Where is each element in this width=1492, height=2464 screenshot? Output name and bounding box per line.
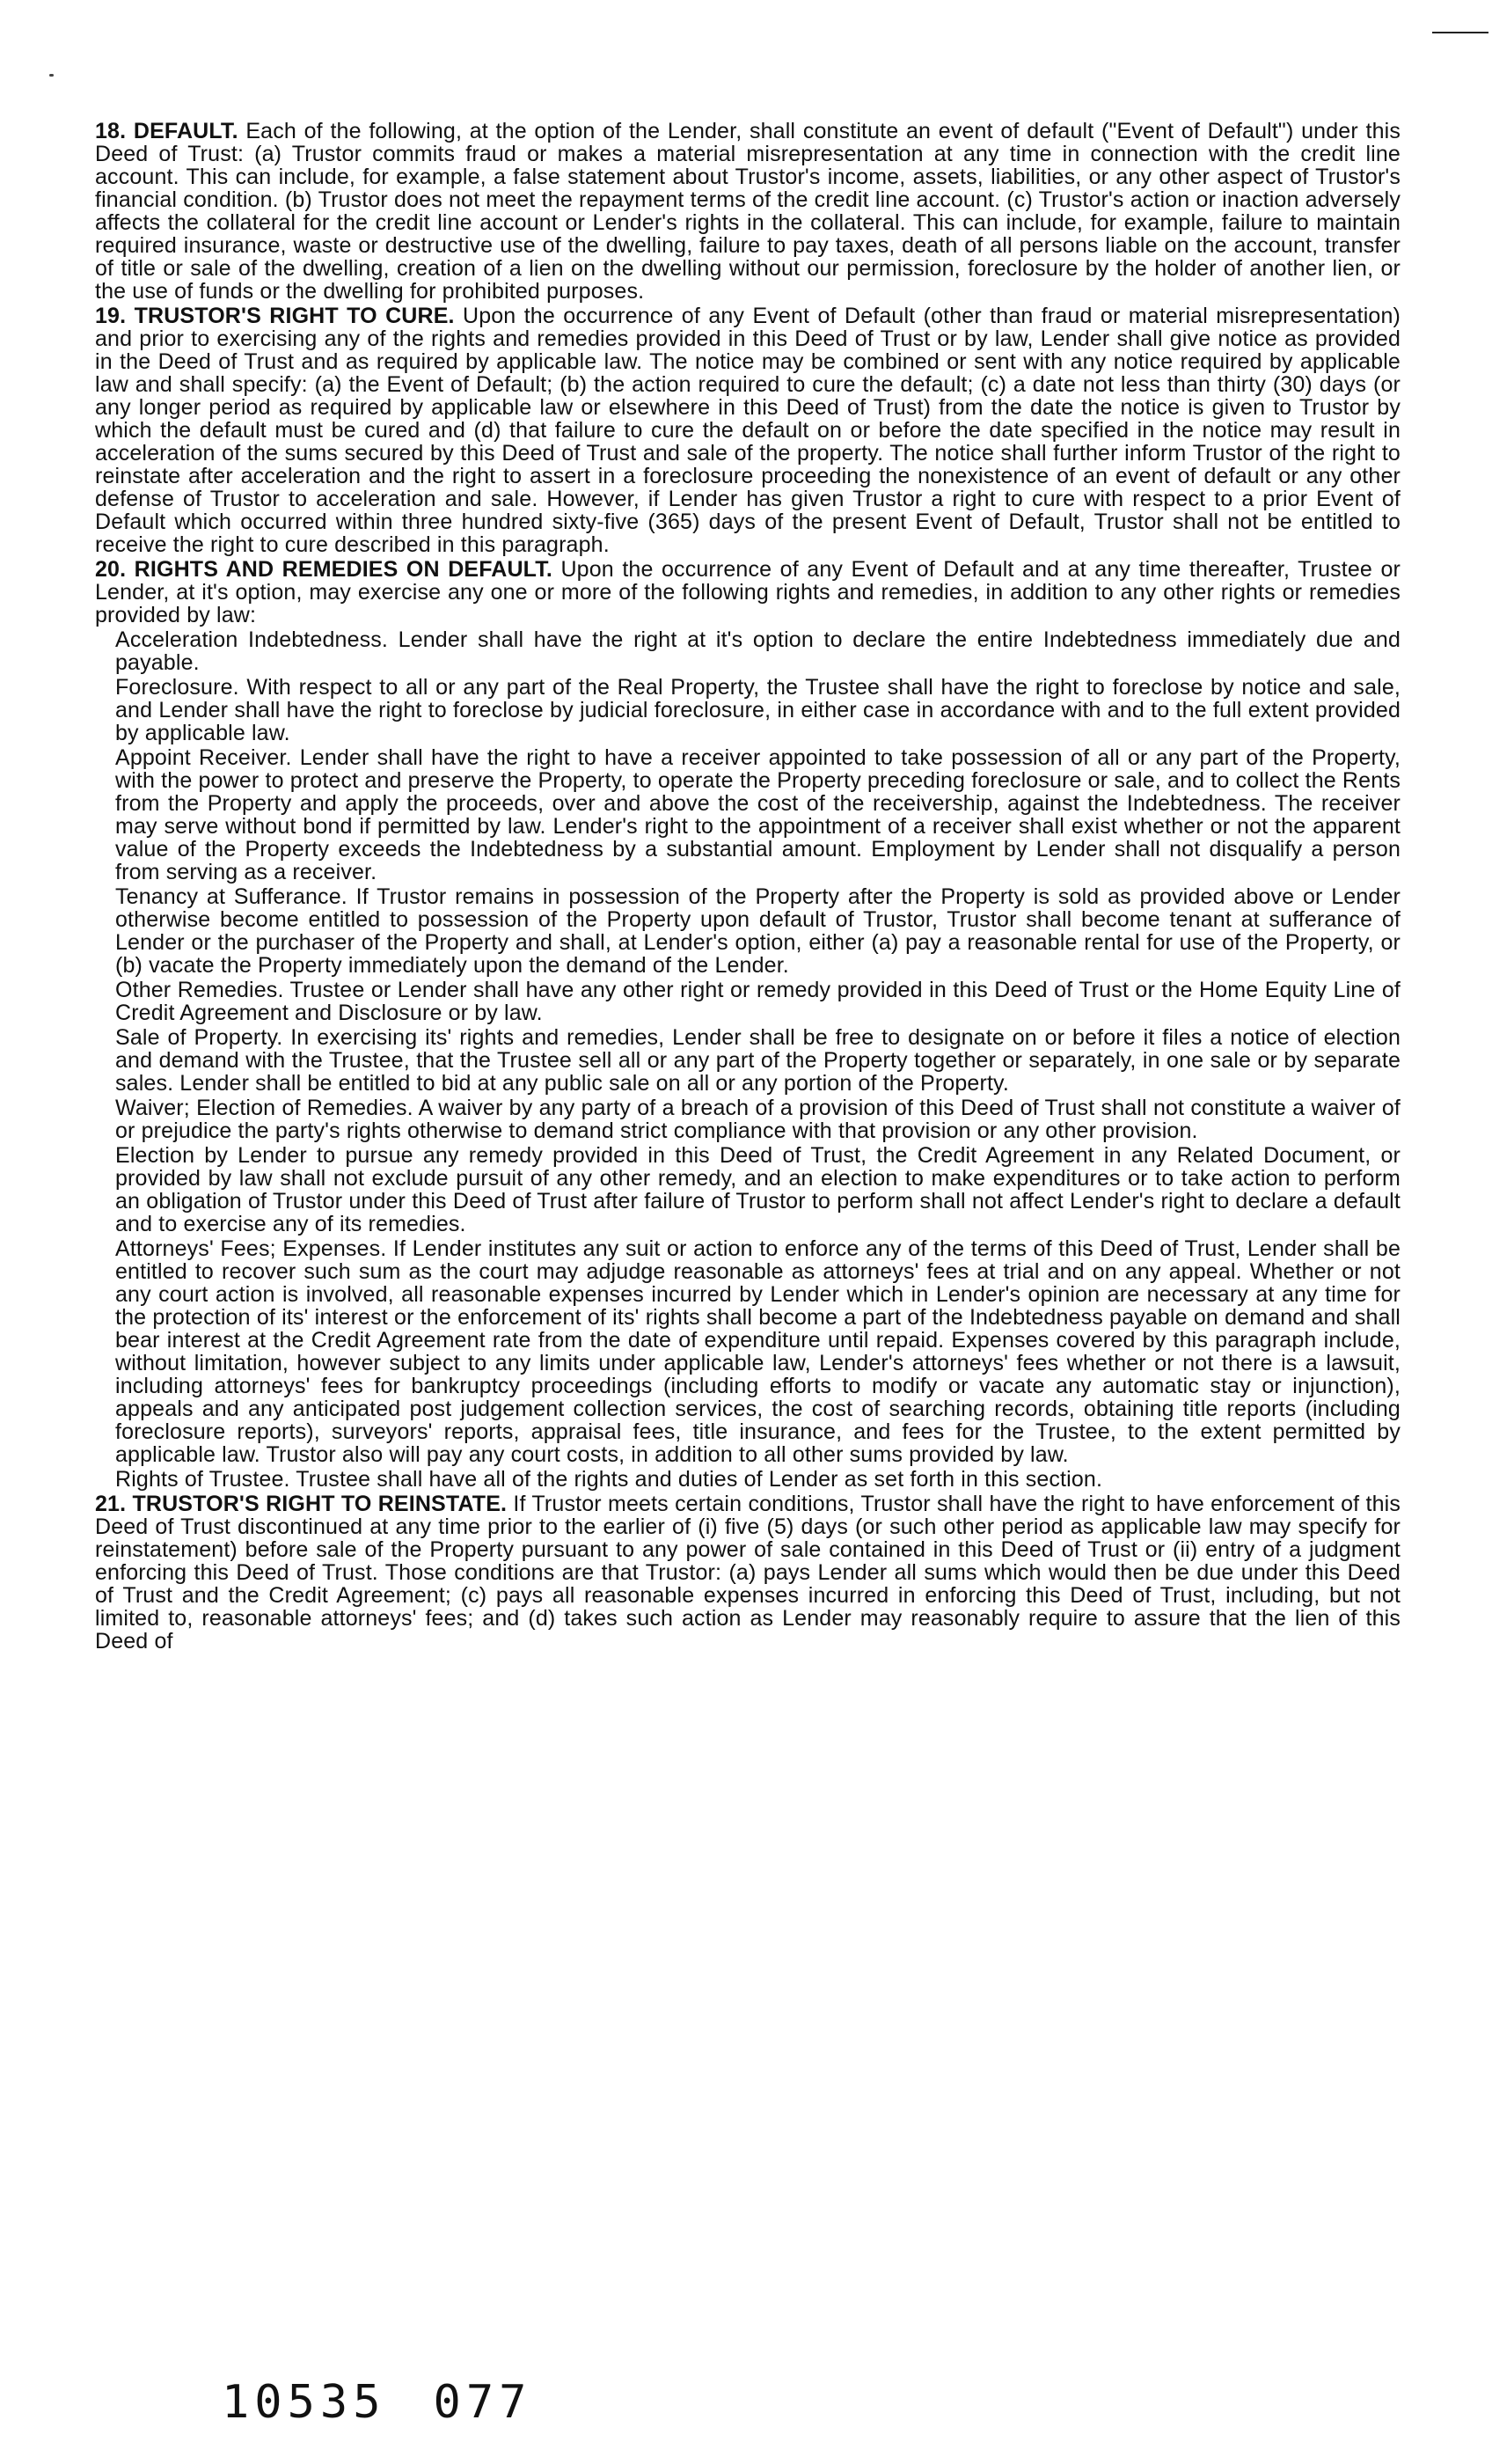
remedy-attorneys-fees: Attorneys' Fees; Expenses. If Lender institutes any suit or action to enforce any of the terms of this Deed of Trust, Lender shall be entitled to recover such sum as the court may adjudge reasonable as attorneys' fees at trial and on any appeal. Whether or not any court action is involved, all reasonable expenses incurred by Lender which in Lender's opinion are necessary at any time for the protection of its' interest or the enforcement of its' rights shall become a part of the Indebtedness payable on demand and shall bear interest at the Credit Agreement rate from the date of expenditure until repaid. Expenses covered by this paragraph include, without limitation, however subject to any limits under applicable law, Lender's attorneys' fees whether or not there is a lawsuit, including attorneys' fees for bankruptcy proceedings (including efforts to modify or vacate any automatic stay or injunction), appeals and any anticipated post judgement collection services, the cost of searching records, obtaining title reports (including foreclosure reports), surveyors' reports, appraisal fees, title insurance, and fees for the Trustee, to the extent permitted by applicable law. Trustor also will pay any court costs, in addition to all other sums provided by law. [115, 1236, 1401, 1467]
remedy-sale-of-property: Sale of Property. In exercising its' rights and remedies, Lender shall be free to designate on or before it files a notice of election and demand with the Trustee, that the Trustee sell all or any part of the Property together or separately, in one sale or by separate sales. Lender shall be entitled to bid at any public sale on all or any portion of the Property. [115, 1025, 1401, 1096]
remedy-election-by-lender: Election by Lender to pursue any remedy provided in this Deed of Trust, the Credit Agreement in any Related Document, or provided by law shall not exclude pursuit of any other remedy, and an election to make expenditures or to take action to perform an obligation of Trustor under this Deed of Trust after failure of Trustor to perform shall not affect Lender's right to declare a default and to exercise any of its remedies. [115, 1143, 1401, 1236]
remedy-appoint-receiver: Appoint Receiver. Lender shall have the right to have a receiver appointed to take possession of all or any part of the Property, with the power to protect and preserve the Property, to operate the Property preceding foreclosure or sale, and to collect the Rents from the Property and apply the proceeds, over and above the cost of the receivership, against the Indebtedness. The receiver may serve without bond if permitted by law. Lender's right to the appointment of a receiver shall exist whether or not the apparent value of the Property exceeds the Indebtedness by a substantial amount. Employment by Lender shall not disqualify a person from serving as a receiver. [115, 745, 1401, 884]
remedy-rights-of-trustee: Rights of Trustee. Trustee shall have all of the rights and duties of Lender as set forth in this section. [115, 1467, 1103, 1492]
remedy-tenancy-at-sufferance: Tenancy at Sufferance. If Trustor remains in possession of the Property after the Property is sold as provided above or Lender otherwise become entitled to possession of the Property upon default of Trustor, Trustor shall become tenant at sufferance of Lender or the purchaser of the Property and shall, at Lender's option, either (a) pay a reasonable rental for use of the Property, or (b) vacate the Property immediately upon the demand of the Lender. [115, 884, 1401, 978]
remedy-foreclosure: Foreclosure. With respect to all or any part of the Real Property, the Trustee shall have the right to foreclose by notice and sale, and Lender shall have the right to foreclose by judicial foreclosure, in either case in accordance with and to the full extent provided by applicable law. [115, 675, 1401, 745]
section-text: Upon the occurrence of any Event of Default and at any time thereafter, Trustee or Lender, at it's option, may exercise any one or more of the following rights and remedies, in addition to any other rights or remedies provided by law: [95, 557, 1401, 627]
section-text: Each of the following, at the option of the Lender, shall constitute an event of default ("Event of Default") under this Deed of Trust: (a) Trustor commits fraud or makes a material misrepresentation at any time in connection with the credit line account. This can include, for example, a false statement about Trustor's income, assets, liabilities, or any other aspect of Trustor's financial condition. (b) Trustor does not meet the repayment terms of the credit line account. (c) Trustor's action or inaction adversely affects the collateral for the credit line account or Lender's rights in the collateral. This can include, for example, failure to maintain required insurance, waste or destructive use of the dwelling, failure to pay taxes, death of all persons liable on the account, transfer of title or sale of the dwelling, creation of a lien on the dwelling without our permission, foreclosure by the holder of another lien, or the use of funds or the dwelling for prohibited purposes. [95, 119, 1401, 304]
remedy-waiver-election: Waiver; Election of Remedies. A waiver by any party of a breach of a provision of this Deed of Trust shall not constitute a waiver of or prejudice the party's rights otherwise to demand strict compliance with that provision or any other provision. [115, 1096, 1401, 1143]
remedy-acceleration: Acceleration Indebtedness. Lender shall have the right at it's option to declare the entire Indebtedness immediately due and payable. [115, 627, 1401, 675]
section-text: Upon the occurrence of any Event of Default (other than fraud or material misrepresentation) and prior to exercising any of the rights and remedies provided in this Deed of Trust or by law, Lender shall give notice as provided in the Deed of Trust and as required by applicable law. The notice may be combined or sent with any notice required by applicable law and shall specify: (a) the Event of Default; (b) the action required to cure the default; (c) a date not less than thirty (30) days (or any longer period as required by applicable law or elsewhere in this Deed of Trust) from the date the notice is given to Trustor by which the default must be cured and (d) that failure to cure the default on or before the date specified in the notice may result in acceleration of the sums secured by this Deed of Trust and sale of the property. The notice shall further inform Trustor of the right to reinstate after acceleration and the right to assert in a foreclosure proceeding the nonexistence of an event of default or any other defense of Trustor to acceleration and sale. However, if Lender has given Trustor a right to cure with respect to a prior Event of Default which occurred within three hundred sixty-five (365) days of the present Event of Default, Trustor shall not be entitled to receive the right to cure described in this paragraph. [95, 304, 1401, 557]
deed-of-trust-page [95, 120, 1401, 1654]
page-edge-rule [1432, 32, 1488, 33]
recording-stamp [222, 2376, 531, 2429]
remedy-other-remedies: Other Remedies. Trustee or Lender shall have any other right or remedy provided in this Deed of Trust or the Home Equity Line of Credit Agreement and Disclosure or by law. [115, 978, 1401, 1025]
scan-speck [49, 74, 54, 77]
section-heading: 19. TRUSTOR'S RIGHT TO CURE. [95, 304, 455, 328]
section-21-right-to-reinstate [95, 1492, 1401, 1653]
section-19-right-to-cure [95, 304, 1401, 556]
section-heading: 18. DEFAULT. [95, 119, 238, 143]
section-heading: 20. RIGHTS AND REMEDIES ON DEFAULT. [95, 557, 552, 582]
section-heading: 21. TRUSTOR'S RIGHT TO REINSTATE. [95, 1492, 508, 1516]
section-18-default [95, 120, 1401, 303]
page-number: 077 [433, 2376, 532, 2429]
section-20-rights-and-remedies [95, 558, 1401, 627]
book-number: 10535 [222, 2376, 386, 2429]
section-text: If Trustor meets certain conditions, Trustor shall have the right to have enforcement of this Deed of Trust discontinued at any time prior to the earlier of (i) five (5) days (or such other period as applicable law may specify for reinstatement) before sale of the Property pursuant to any power of sale contained in this Deed of Trust or (ii) entry of a judgment enforcing this Deed of Trust. Those conditions are that Trustor: (a) pays Lender all sums which would then be due under this Deed of Trust and the Credit Agreement; (c) pays all reasonable expenses incurred in enforcing this Deed of Trust, including, but not limited to, reasonable attorneys' fees; and (d) takes such action as Lender may reasonably require to assure that the lien of this Deed of [95, 1492, 1401, 1654]
